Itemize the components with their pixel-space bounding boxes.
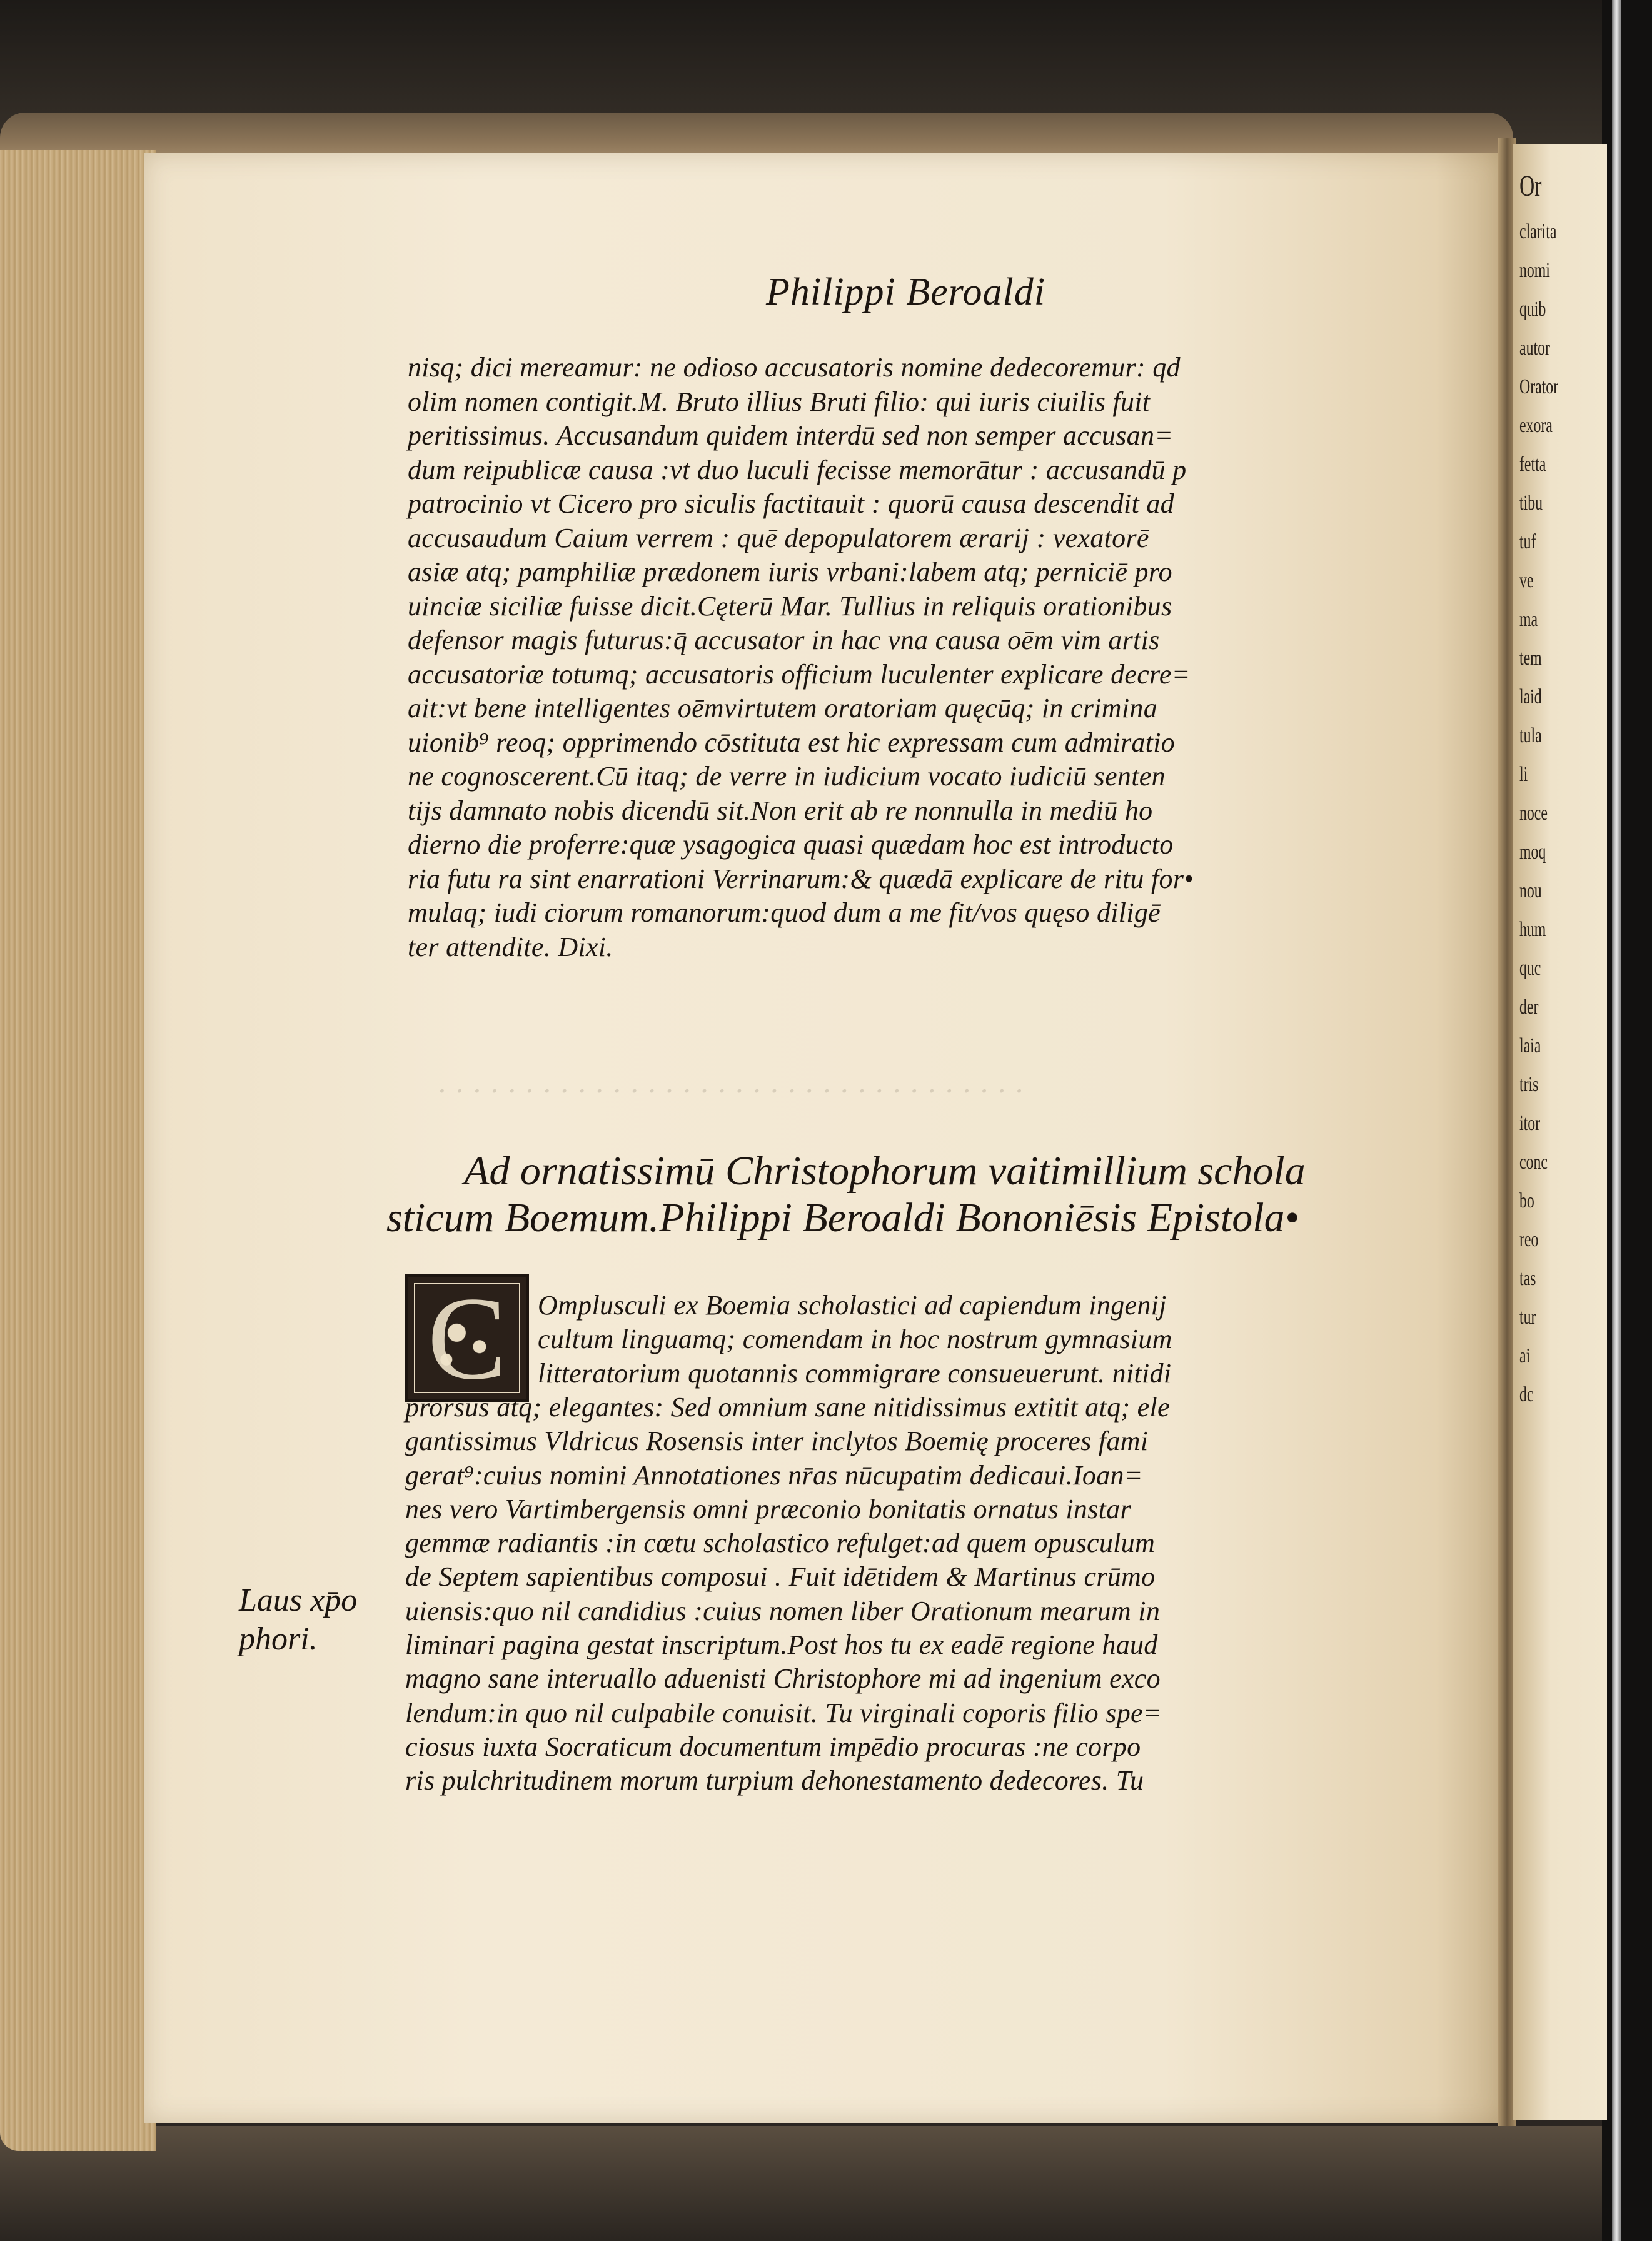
background-bottom (0, 2126, 1652, 2241)
recto-fragment: reo (1519, 1228, 1539, 1251)
epistle-line: litteratorium quotannis commigrare consueuerunt. nitidi (538, 1357, 1172, 1389)
oration-line: patrocinio vt Cicero pro siculis factitauit : quorū causa descendit ad (408, 488, 1174, 519)
recto-fragment: exora (1519, 414, 1553, 437)
background-right (1602, 0, 1652, 2241)
recto-fragment: noce (1519, 802, 1548, 825)
epistle-line: ris pulchritudinem morum turpium dehonestamento dedecores. Tu (405, 1765, 1144, 1796)
recto-fragment: quc (1519, 957, 1541, 980)
oration-line: peritissimus. Accusandum quidem interdū sed non semper accusan= (408, 420, 1174, 451)
recto-fragment: tula (1519, 724, 1542, 747)
recto-fragment: dc (1519, 1383, 1534, 1406)
recto-fragment: tas (1519, 1267, 1536, 1290)
recto-page-edge (1513, 144, 1607, 2120)
epistle-line: ciosus iuxta Socraticum documentum impēdio procuras :ne corpo (405, 1731, 1141, 1762)
epistle-line: magno sane interuallo aduenisti Christophore mi ad ingenium exco (405, 1663, 1161, 1695)
recto-fragment: nou (1519, 879, 1542, 902)
epistle-line: gantissimus Vldricus Rosensis inter inclytos Boemię proceres fami (405, 1426, 1149, 1457)
oration-line: accusaudum Caium verrem : quē depopulatorem ærarij : vexatorē (408, 522, 1149, 553)
oration-line: ne cognoscerent.Cū itaq; de verre in iudicium vocato iudiciū senten (408, 761, 1166, 792)
recto-fragment: bo (1519, 1189, 1534, 1212)
recto-fragment: tuf (1519, 530, 1536, 553)
oration-line: tijs damnato nobis dicendū sit.Non erit ab re nonnulla in mediū ho (408, 795, 1153, 826)
oration-line: dum reipublicæ causa :vt duo luculi fecisse memorātur : accusandū p (408, 454, 1187, 485)
epistle-line: gerat⁹:cuius nomini Annotationes nr̄as nūcupatim dedicaui.Ioan= (405, 1459, 1143, 1491)
recto-fragment: moq (1519, 840, 1546, 864)
epistle-line: gemmæ radiantis :in cœtu scholastico refulget:ad quem opusculum (405, 1528, 1156, 1559)
oration-line: nisq; dici mereamur: ne odioso accusatoris nomine dedecoremur: qd (408, 352, 1181, 383)
epistle-line: de Septem sapientibus composui . Fuit idētidem & Martinus crūmo (405, 1561, 1156, 1593)
page-clamp (1612, 0, 1621, 2241)
recto-fragment: ma (1519, 608, 1538, 631)
recto-fragment: conc (1519, 1151, 1548, 1174)
oration-line: ter attendite. Dixi. (408, 931, 613, 962)
show-through-text: · · · · · · · · · · · · · · · · · · · · · · · · · · · · · · · · · · (438, 1075, 1024, 1107)
recto-fragment: nomi (1519, 259, 1550, 282)
oration-line: uionib⁹ reoq; opprimendo cōstituta est hic expressam cum admiratio (408, 727, 1176, 758)
recto-fragment: laia (1519, 1034, 1541, 1057)
epistle-line: uiensis:quo nil candidius :cuius nomen liber Orationum mearum in (405, 1595, 1161, 1626)
recto-fragment: clarita (1519, 220, 1557, 243)
recto-fragment: ai (1519, 1344, 1531, 1367)
decorated-initial (405, 1274, 529, 1402)
marginal-note-line-2: phori. (239, 1621, 318, 1657)
epistle-line: liminari pagina gestat inscriptum.Post hos tu ex eadē regione haud (405, 1629, 1158, 1660)
recto-fragment: hum (1519, 918, 1546, 941)
oration-line: ait:vt bene intelligentes oēmvirtutem oratoriam quęcūq; in crimina (408, 693, 1157, 723)
recto-fragment: ve (1519, 569, 1534, 592)
recto-fragment: der (1519, 995, 1539, 1019)
initial-letter: C (427, 1273, 507, 1404)
recto-fragment: Or (1519, 169, 1542, 203)
recto-fragment: Orator (1519, 375, 1559, 398)
recto-fragment: laid (1519, 685, 1542, 708)
recto-fragment: fetta (1519, 453, 1546, 476)
recto-fragment: quib (1519, 298, 1546, 321)
heading-line: sticum Boemum.Philippi Beroaldi Bononiēsis Epistola• (386, 1195, 1299, 1241)
running-head: Philippi Beroaldi (766, 271, 1045, 313)
recto-fragment: autor (1519, 336, 1550, 360)
recto-fragment: tem (1519, 647, 1542, 670)
heading-line: Ad ornatissimū Christophorum vaitimillium schola (464, 1148, 1306, 1194)
epistle-line: cultum linguamq; comendam in hoc nostrum gymnasium (538, 1324, 1172, 1355)
epistle-line: lendum:in quo nil culpabile conuisit. Tu virginali coporis filio spe= (405, 1697, 1162, 1728)
recto-fragment: tur (1519, 1306, 1536, 1329)
oration-line: accusatoriæ totumq; accusatoris officium luculenter explicare decre= (408, 658, 1191, 690)
recto-fragment: tibu (1519, 491, 1543, 515)
epistle-line: prorsus atq; elegantes: Sed omnium sane nitidissimus extitit atq; ele (405, 1391, 1170, 1423)
oration-line: dierno die proferre:quæ ysagogica quasi quædam hoc est introducto (408, 829, 1174, 860)
oration-line: uinciæ siciliæ fuisse dicit.Cęterū Mar. Tullius in reliquis orationibus (408, 590, 1172, 622)
recto-fragment: li (1519, 763, 1528, 786)
recto-fragment: itor (1519, 1112, 1541, 1135)
oration-line: mulaq; iudi ciorum romanorum:quod dum a me fit/vos quęso diligē (408, 897, 1161, 928)
recto-fragment: tris (1519, 1073, 1539, 1096)
oration-line: ria futu ra sint enarrationi Verrinarum:& quædā explicare de ritu for• (408, 863, 1194, 894)
epistle-line: nes vero Vartimbergensis omni præconio bonitatis ornatus instar (405, 1493, 1131, 1524)
oration-line: olim nomen contigit.M. Bruto illius Bruti filio: qui iuris ciuilis fuit (408, 386, 1151, 417)
oration-line: defensor magis futurus:q̄ accusator in hac vna causa oēm vim artis (408, 625, 1160, 655)
marginal-note-line-1: Laus xp̄o (239, 1583, 358, 1618)
epistle-line: Omplusculi ex Boemia scholastici ad capiendum ingenij (538, 1290, 1167, 1321)
page-block-edge (0, 150, 156, 2151)
oration-line: asiæ atq; pamphiliæ prædonem iuris vrbani:labem atq; perniciē pro (408, 556, 1172, 587)
